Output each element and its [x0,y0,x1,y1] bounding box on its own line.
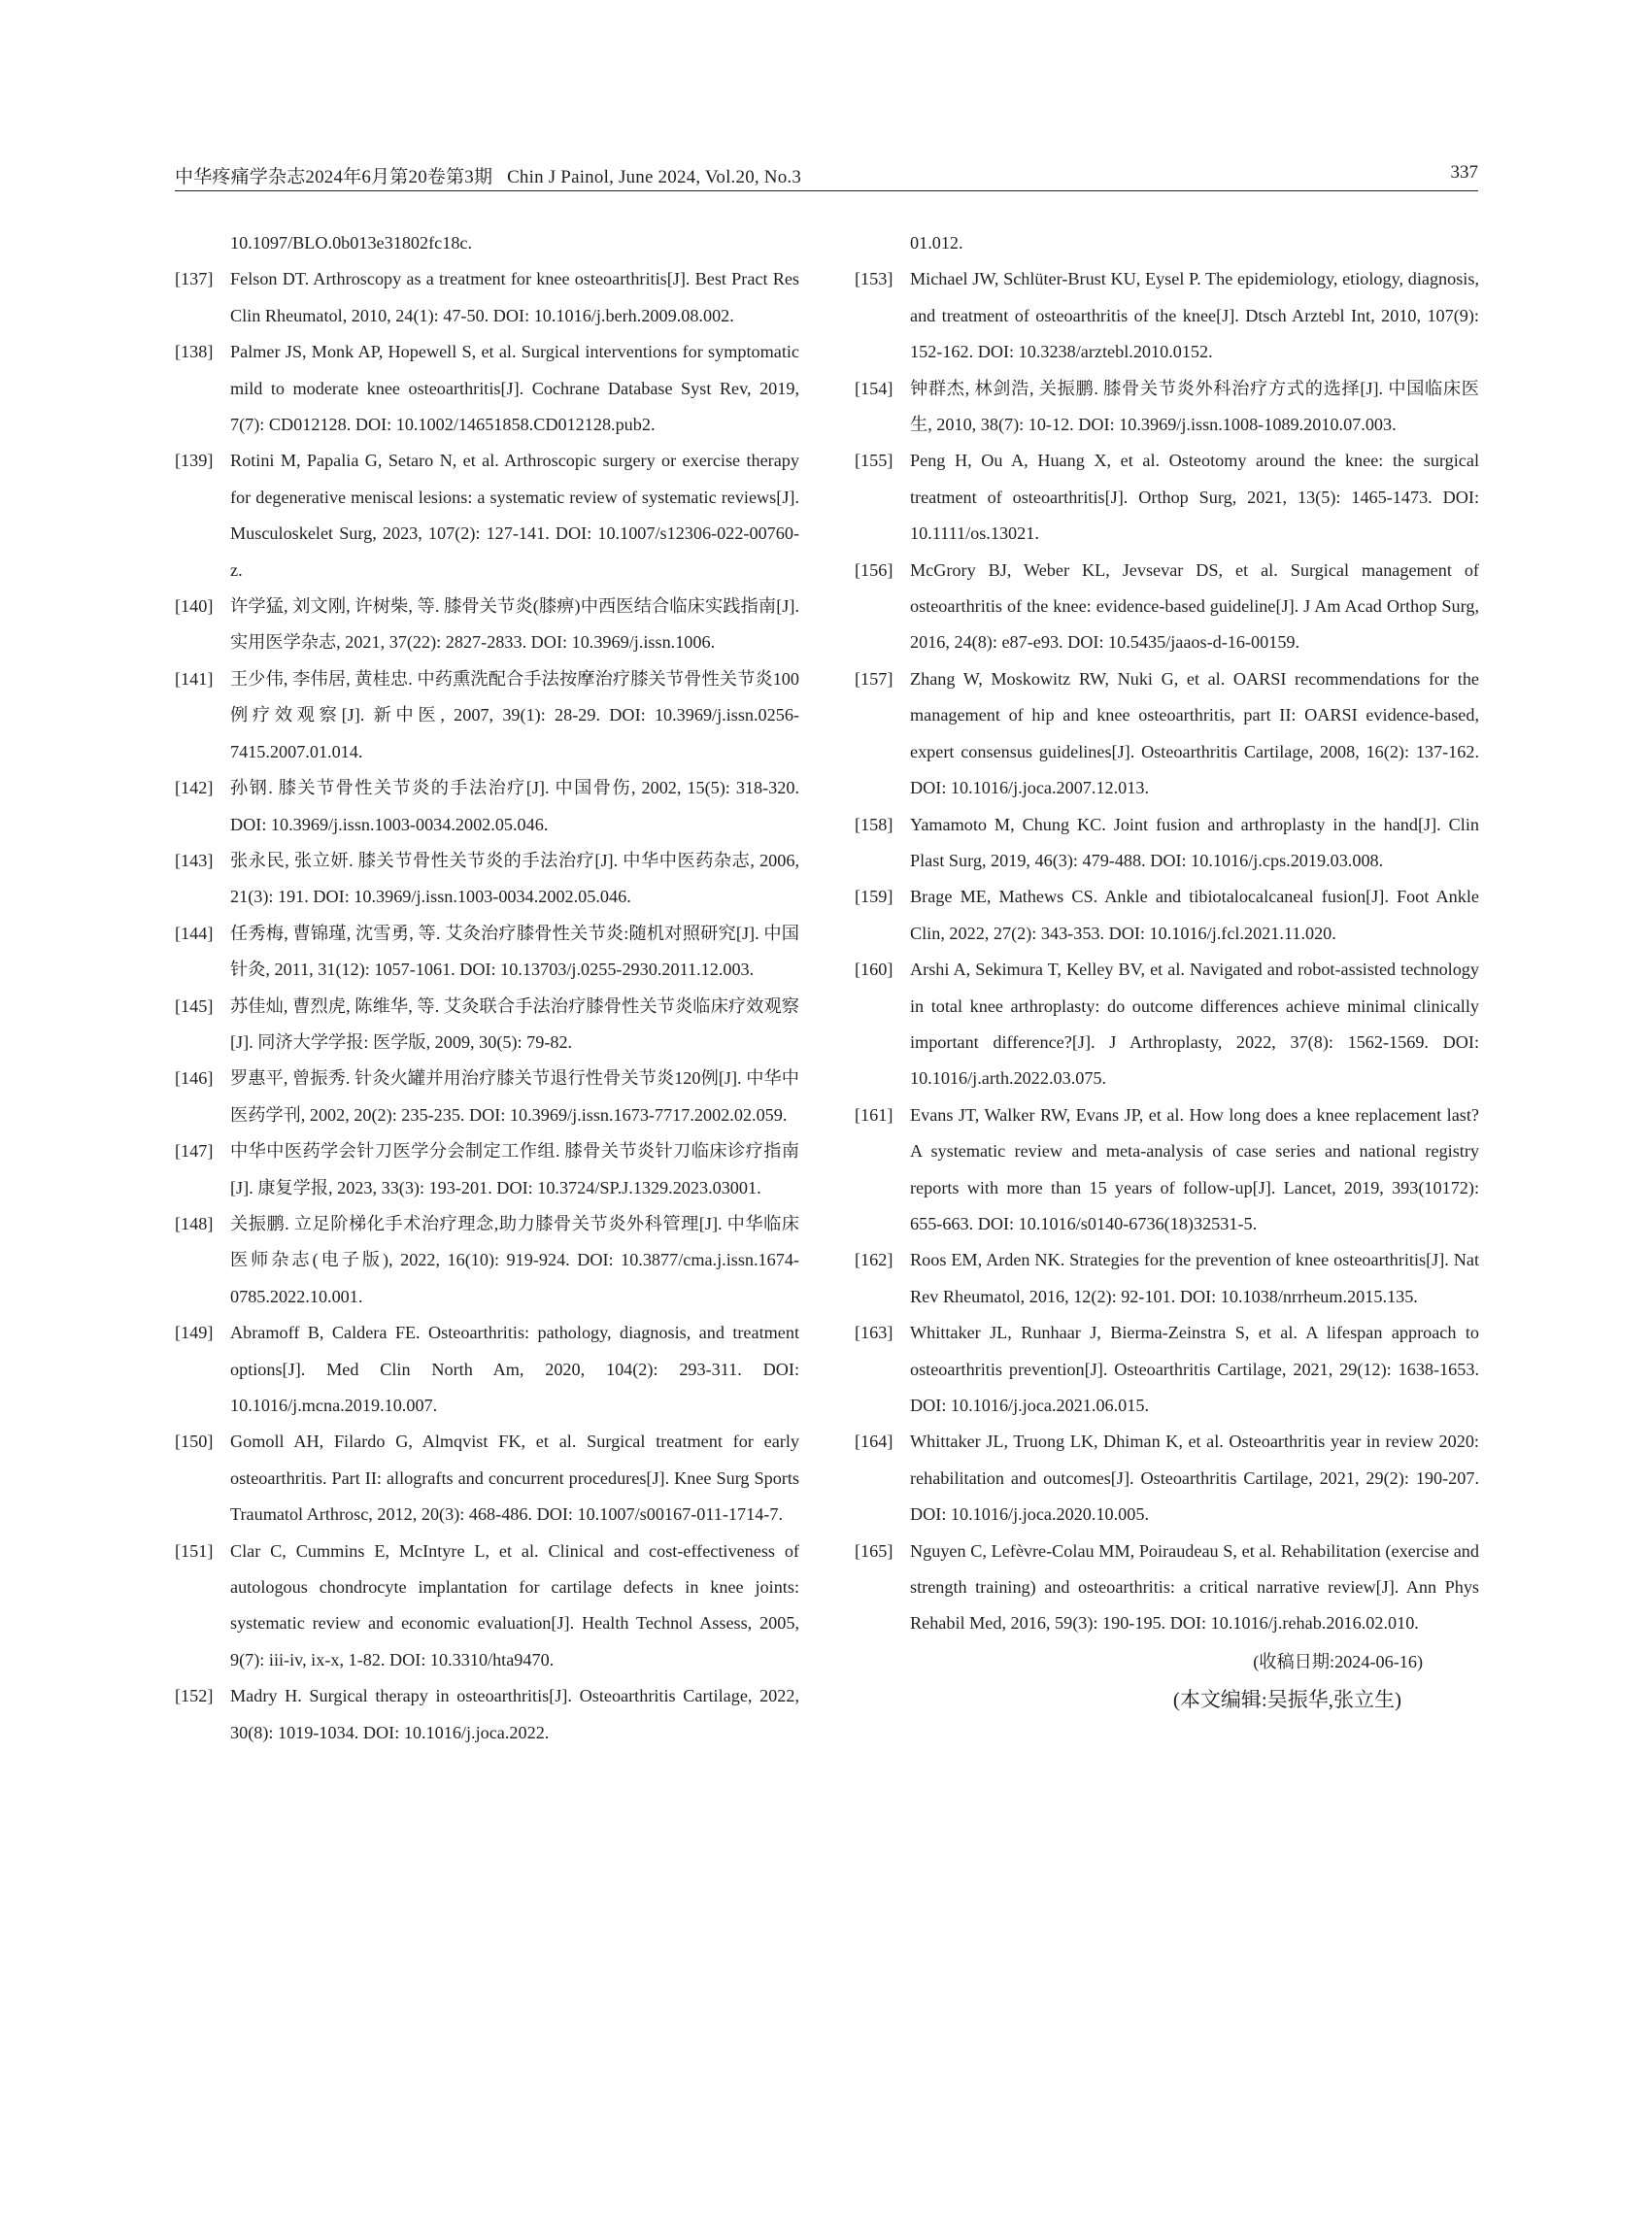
reference-text: Evans JT, Walker RW, Evans JP, et al. How long does a knee replacement last? A systematic review and meta-analysis of case series and national registry reports with more than 15 years of follow-up[J]. Lancet, 2019, 393(10172): 655-663. DOI: 10.1016/s0140-6736(18)32531-5. [910,1104,1479,1233]
reference-number: [141] [175,668,214,689]
reference-number: [147] [175,1141,214,1162]
reference-number: [152] [175,1686,214,1706]
editors-note: (本文编辑:吴振华,张立生) [1172,1688,1401,1712]
reference-item [855,1097,1479,1243]
reference-number: [164] [855,1432,893,1452]
reference-number: [159] [855,887,893,907]
reference-item [175,261,799,334]
reference-number: [139] [175,451,214,471]
reference-item [855,661,1479,807]
reference-text: Nguyen C, Lefèvre-Colau MM, Poiraudeau S, et al. Rehabilitation (exercise and strength training) and osteoarthritis: a critical narrative review[J]. Ann Phys Rehabil Med, 2016, 59(3): 190-195. DOI: 10.1016/j.rehab.2016.02.010. [910,1540,1479,1634]
reference-number: [146] [175,1068,214,1089]
reference-text: 王少伟, 李伟居, 黄桂忠. 中药熏洗配合手法按摩治疗膝关节骨性关节炎100例疗效观察[J]. 新中医, 2007, 39(1): 28-29. DOI: 10.3969/j.issn.0256-7415.2007.01.014. [230,668,799,761]
reference-item [175,770,799,843]
reference-number: [140] [175,596,214,617]
reference-number: [160] [855,960,893,980]
reference-item [175,589,799,661]
reference-item [175,916,799,989]
reference-text: Abramoff B, Caldera FE. Osteoarthritis: pathology, diagnosis, and treatment options[J]. Med Clin North Am, 2020, 104(2): 293-311. DOI: 10.1016/j.mcna.2019.10.007. [230,1323,799,1415]
reference-item [855,1242,1479,1315]
reference-text: Arshi A, Sekimura T, Kelley BV, et al. Navigated and robot-assisted technology in total knee arthroplasty: do outcome differences achieve minimal clinically important difference?[J]. J Arthroplasty, 2022, 37(8): 1562-1569. DOI: 10.1016/j.arth.2022.03.075. [910,960,1479,1089]
reference-item [855,1534,1479,1642]
reference-number: [153] [855,269,893,289]
reference-item [175,1534,799,1679]
page-number: 337 [1450,162,1478,183]
reference-item [175,1678,799,1751]
reference-item [175,989,799,1062]
reference-text: 孙钢. 膝关节骨性关节炎的手法治疗[J]. 中国骨伤, 2002, 15(5): 318-320. DOI: 10.3969/j.issn.1003-0034.2002.05.046. [230,778,799,834]
journal-title-en: Chin J Painol, June 2024, Vol.20, No.3 [507,167,802,187]
reference-item [855,1315,1479,1424]
reference-number: [137] [175,269,214,289]
journal-title-cn: 中华疼痛学杂志2024年6月第20卷第3期 [175,167,493,187]
reference-number: [145] [175,995,214,1016]
reference-number: [158] [855,814,893,834]
reference-item [175,1315,799,1424]
header-rule [175,190,1478,191]
reference-text: 中华中医药学会针刀医学分会制定工作组. 膝骨关节炎针刀临床诊疗指南[J]. 康复学报, 2023, 33(3): 193-201. DOI: 10.3724/SP.J.1329.2023.03001. [230,1141,799,1197]
reference-text: Peng H, Ou A, Huang X, et al. Osteotomy around the knee: the surgical treatment of osteoarthritis[J]. Orthop Surg, 2021, 13(5): 1465-1473. DOI: 10.1111/os.13021. [910,451,1479,544]
reference-item [855,1424,1479,1533]
reference-number: [154] [855,378,893,398]
reference-text: Palmer JS, Monk AP, Hopewell S, et al. Surgical interventions for symptomatic mild to moderate knee osteoarthritis[J]. Cochrane Database Syst Rev, 2019, 7(7): CD012128. DOI: 10.1002/14651858.CD012128.pub2. [230,342,799,435]
reference-text: 关振鹏. 立足阶梯化手术治疗理念,助力膝骨关节炎外科管理[J]. 中华临床医师杂志(电子版), 2022, 16(10): 919-924. DOI: 10.3877/cma.j.issn.1674-0785.2022.10.001. [230,1213,799,1306]
reference-item [175,1424,799,1533]
reference-number: [149] [175,1323,214,1343]
reference-number: [148] [175,1213,214,1233]
reference-item [175,843,799,916]
journal-citation [175,162,801,188]
reference-item [855,261,1479,370]
reference-text: 张永民, 张立妍. 膝关节骨性关节炎的手法治疗[J]. 中华中医药杂志, 2006, 21(3): 191. DOI: 10.3969/j.issn.1003-0034.2002.05.046. [230,850,799,907]
reference-text: Whittaker JL, Runhaar J, Bierma-Zeinstra S, et al. A lifespan approach to osteoarthritis prevention[J]. Osteoarthritis Cartilage, 2021, 29(12): 1638-1653. DOI: 10.1016/j.joca.2021.06.015. [910,1323,1479,1415]
reference-item [855,952,1479,1097]
reference-text: Madry H. Surgical therapy in osteoarthritis[J]. Osteoarthritis Cartilage, 2022, 30(8): 1019-1034. DOI: 10.1016/j.joca.2022. [230,1686,799,1742]
reference-text: Yamamoto M, Chung KC. Joint fusion and arthroplasty in the hand[J]. Clin Plast Surg, 2019, 46(3): 479-488. DOI: 10.1016/j.cps.2019.03.008. [910,814,1479,870]
right-column [855,225,1479,1719]
reference-continuation: 10.1097/BLO.0b013e31802fc18c. [230,233,473,253]
reference-item [175,443,799,589]
running-header [175,162,1478,191]
received-date: (收稿日期:2024-06-16) [1253,1651,1423,1671]
reference-text: 任秀梅, 曹锦瑾, 沈雪勇, 等. 艾灸治疗膝骨性关节炎:随机对照研究[J]. 中国针灸, 2011, 31(12): 1057-1061. DOI: 10.13703/j.0255-2930.2011.12.003. [230,923,799,980]
reference-number: [138] [175,342,214,362]
reference-item [855,807,1479,880]
reference-text: Roos EM, Arden NK. Strategies for the prevention of knee osteoarthritis[J]. Nat Rev Rheumatol, 2016, 12(2): 92-101. DOI: 10.1038/nrrheum.2015.135. [910,1250,1479,1306]
reference-number: [162] [855,1250,893,1270]
reference-number: [165] [855,1540,893,1561]
reference-text: Felson DT. Arthroscopy as a treatment for knee osteoarthritis[J]. Best Pract Res Clin Rheumatol, 2010, 24(1): 47-50. DOI: 10.1016/j.berh.2009.08.002. [230,269,799,325]
reference-text: 钟群杰, 林剑浩, 关振鹏. 膝骨关节炎外科治疗方式的选择[J]. 中国临床医生, 2010, 38(7): 10-12. DOI: 10.3969/j.issn.1008-1089.2010.07.003. [910,378,1479,435]
reference-text: Gomoll AH, Filardo G, Almqvist FK, et al. Surgical treatment for early osteoarthritis. Part II: allografts and concurrent procedures[J]. Knee Surg Sports Traumatol Arthrosc, 2012, 20(3): 468-486. DOI: 10.1007/s00167-011-1714-7. [230,1432,799,1525]
reference-text: 苏佳灿, 曹烈虎, 陈维华, 等. 艾灸联合手法治疗膝骨性关节炎临床疗效观察[J]. 同济大学学报: 医学版, 2009, 30(5): 79-82. [230,995,799,1052]
reference-text: Clar C, Cummins E, McIntyre L, et al. Clinical and cost-effectiveness of autologous chondrocyte implantation for cartilage defects in knee joints: systematic review and economic evaluation[J]. Health Technol Assess, 2005, 9(7): iii-iv, ix-x, 1-82. DOI: 10.3310/hta9470. [230,1540,799,1669]
reference-text: 许学猛, 刘文刚, 许树柴, 等. 膝骨关节炎(膝痹)中西医结合临床实践指南[J]. 实用医学杂志, 2021, 37(22): 2827-2833. DOI: 10.3969/j.issn.1006. [230,596,799,653]
reference-item [175,1206,799,1315]
reference-item [855,443,1479,552]
reference-continuation: 01.012. [910,233,963,253]
reference-number: [151] [175,1540,214,1561]
reference-text: McGrory BJ, Weber KL, Jevsevar DS, et al. Surgical management of osteoarthritis of the knee: evidence-based guideline[J]. J Am Acad Orthop Surg, 2016, 24(8): e87-e93. DOI: 10.5435/jaaos-d-16-00159. [910,559,1479,653]
reference-number: [163] [855,1323,893,1343]
reference-item [175,661,799,770]
left-column [175,225,799,1751]
reference-number: [143] [175,850,214,870]
reference-number: [150] [175,1432,214,1452]
reference-number: [157] [855,668,893,689]
reference-item [855,879,1479,952]
reference-item [855,371,1479,444]
reference-item [175,1061,799,1133]
reference-number: [144] [175,923,214,943]
reference-item [855,553,1479,661]
reference-number: [155] [855,451,893,471]
reference-item [175,334,799,443]
reference-text: Whittaker JL, Truong LK, Dhiman K, et al. Osteoarthritis year in review 2020: rehabilitation and outcomes[J]. Osteoarthritis Cartilage, 2021, 29(2): 190-207. DOI: 10.1016/j.joca.2020.10.005. [910,1432,1479,1525]
reference-text: Michael JW, Schlüter-Brust KU, Eysel P. The epidemiology, etiology, diagnosis, and treatment of osteoarthritis of the knee[J]. Dtsch Arztebl Int, 2010, 107(9): 152-162. DOI: 10.3238/arztebl.2010.0152. [910,269,1479,362]
reference-text: 罗惠平, 曾振秀. 针灸火罐并用治疗膝关节退行性骨关节炎120例[J]. 中华中医药学刊, 2002, 20(2): 235-235. DOI: 10.3969/j.issn.1673-7717.2002.02.059. [230,1068,799,1125]
reference-item [175,1133,799,1206]
reference-text: Zhang W, Moskowitz RW, Nuki G, et al. OARSI recommendations for the management of hip and knee osteoarthritis, part II: OARSI evidence-based, expert consensus guidelines[J]. Osteoarthritis Cartilage, 2008, 16(2): 137-162. DOI: 10.1016/j.joca.2007.12.013. [910,668,1479,798]
reference-text: Rotini M, Papalia G, Setaro N, et al. Arthroscopic surgery or exercise therapy for degenerative meniscal lesions: a systematic review of systematic reviews[J]. Musculoskelet Surg, 2023, 107(2): 127-141. DOI: 10.1007/s12306-022-00760-z. [230,451,799,580]
reference-number: [142] [175,778,214,798]
reference-number: [161] [855,1104,893,1125]
reference-number: [156] [855,559,893,580]
reference-text: Brage ME, Mathews CS. Ankle and tibiotalocalcaneal fusion[J]. Foot Ankle Clin, 2022, 27(2): 343-353. DOI: 10.1016/j.fcl.2021.11.020. [910,887,1479,943]
